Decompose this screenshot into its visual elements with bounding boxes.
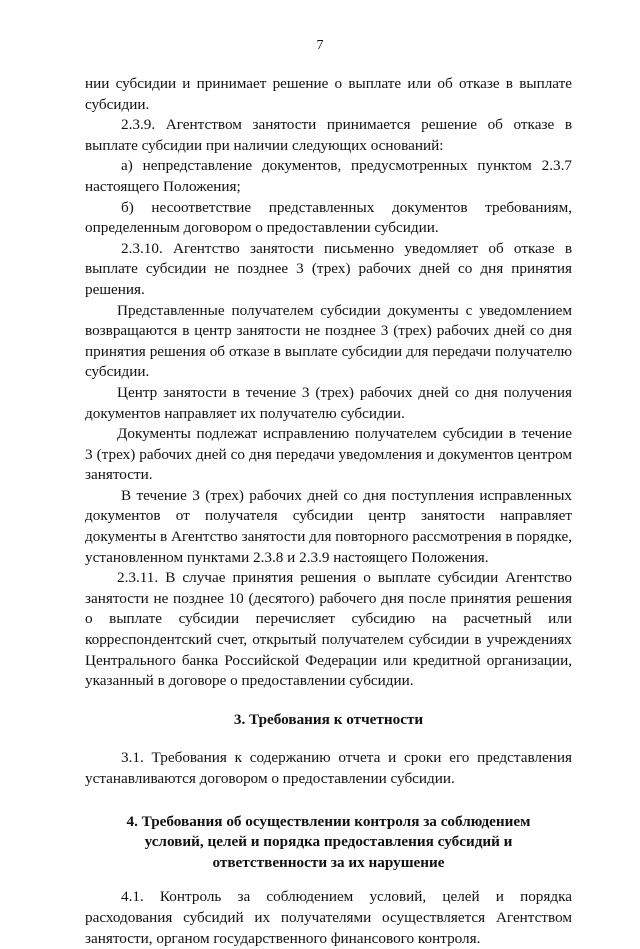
section-4-paragraph: 4.1. Контроль за соблюдением условий, целей и порядка расходования субсидий их получателями осуществляется Агентством занятости, органом государственного финансового контроля.: [85, 888, 572, 947]
paragraph: нии субсидии и принимает решение о выплате или об отказе в выплате субсидии.: [85, 75, 572, 113]
paragraph: 2.3.10. Агентство занятости письменно уведомляет об отказе в выплате субсидии не позднее 3 (трех) рабочих дней со дня принятия решения.: [85, 239, 572, 298]
section-3-heading: 3. Требования к отчетности: [233, 710, 424, 728]
paragraph: а) непредставление документов, предусмотренных пунктом 2.3.7 настоящего Положения;: [85, 157, 572, 195]
section-4-heading: [85, 812, 572, 874]
paragraph: 2.3.9. Агентством занятости принимается решение об отказе в выплате субсидии при наличии следующих оснований:: [85, 116, 572, 154]
paragraph: Центр занятости в течение 3 (трех) рабочих дней со дня получения документов направляет их получателю субсидии.: [85, 383, 572, 422]
page-number: 7: [316, 38, 324, 53]
paragraph: Представленные получателем субсидии документы с уведомлением возвращаются в центр занятости не позднее 3 (трех) рабочих дней со дня принятия решения об отказе в выплате субсидии для передачи получателю субсидии.: [85, 301, 572, 381]
document-body: [85, 74, 572, 949]
paragraph: Документы подлежат исправлению получателем субсидии в течение 3 (трех) рабочих дней со дня передачи уведомления и документов центром занятости.: [85, 425, 572, 484]
paragraph: 2.3.11. В случае принятия решения о выплате субсидии Агентство занятости не позднее 10 (десятого) рабочего дня после принятия решения о выплате субсидии перечисляет субсидию на расчетный или корреспондентский счет, открытый получателем субсидии в учреждениях Центрального банка Российской Федерации или кредитной организации, указанный в договоре о предоставлении субсидии.: [85, 569, 572, 690]
section-4-heading-line: ответственности за их нарушение: [212, 853, 445, 871]
section-4-heading-line: 4. Требования об осуществлении контроля за соблюдением: [126, 812, 531, 830]
section-4-heading-line: условий, целей и порядка предоставления субсидий и: [144, 833, 513, 851]
paragraph: В течение 3 (трех) рабочих дней со дня поступления исправленных документов от получателя субсидии центр занятости направляет документы в Агентство занятости для повторного рассмотрения в порядке, установленном пунктами 2.3.8 и 2.3.9 настоящего Положения.: [85, 486, 572, 566]
section-3-paragraph: 3.1. Требования к содержанию отчета и сроки его представления устанавливаются договором о предоставлении субсидии.: [85, 749, 572, 787]
paragraph: б) несоответствие представленных документов требованиям, определенным договором о предоставлении субсидии.: [85, 198, 572, 237]
